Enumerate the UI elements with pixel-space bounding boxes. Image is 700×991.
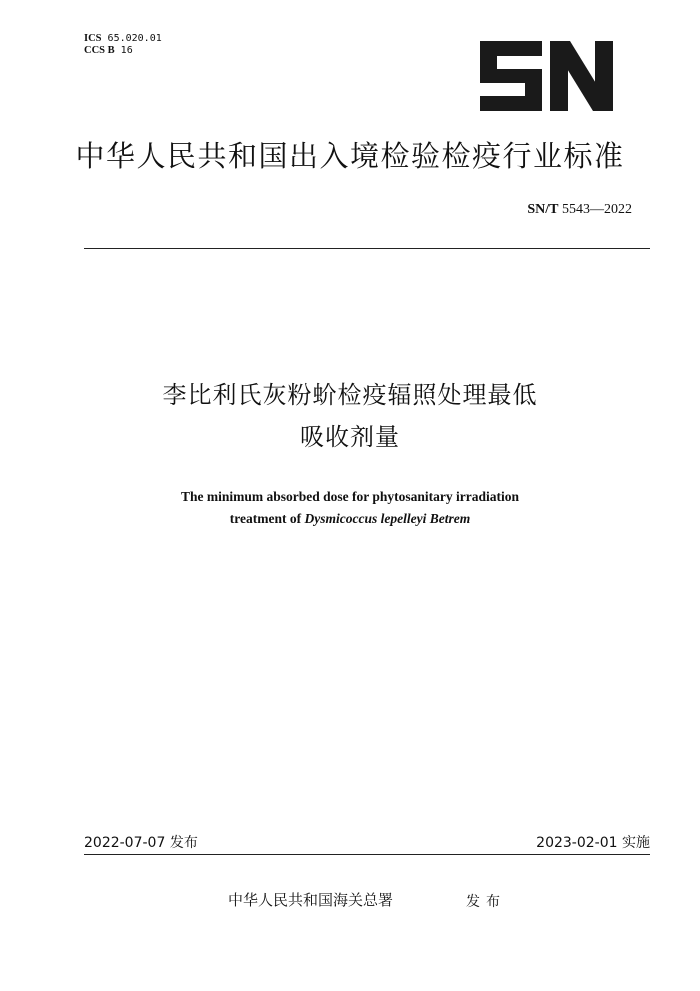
sn-logo-graphic (478, 41, 614, 111)
chinese-title-line2: 吸收剂量 (300, 423, 400, 451)
standard-number-prefix: SN/T (527, 202, 559, 217)
sn-logo (478, 41, 614, 111)
classification-codes (84, 33, 162, 57)
publish-label: 发布 (466, 894, 506, 910)
standard-number (527, 202, 632, 218)
chinese-title-line1: 李比利氏灰粉蚧检疫辐照处理最低 (162, 381, 538, 409)
implementation-date-label: 实施 (622, 835, 650, 851)
logo-s-bottom (480, 96, 542, 111)
implementation-date (536, 832, 650, 852)
ics-label: ICS (84, 33, 102, 44)
issue-date-value: 2022-07-07 (84, 835, 166, 851)
implementation-date-value: 2023-02-01 (536, 835, 618, 851)
ics-code (84, 33, 162, 45)
issue-date-label: 发布 (169, 835, 198, 851)
english-title-line2 (0, 508, 700, 530)
standard-number-value: 5543—2022 (562, 202, 632, 217)
english-title (0, 486, 700, 530)
species-name: Dysmicoccus lepelleyi Betrem (304, 511, 471, 526)
ccs-value: 16 (120, 45, 133, 56)
header-divider (84, 248, 650, 249)
chinese-title (0, 374, 700, 458)
ics-value: 65.020.01 (107, 33, 162, 44)
footer-divider (84, 854, 650, 855)
ccs-label: CCS B (84, 45, 115, 56)
issue-date (84, 832, 198, 852)
english-title-line2-prefix: treatment of (229, 511, 305, 526)
english-title-line1: The minimum absorbed dose for phytosanitary irradiation (180, 489, 520, 504)
publisher-name: 中华人民共和国海关总署 (228, 891, 394, 909)
ccs-code (84, 45, 162, 57)
standard-category-title: 中华人民共和国出入境检验检疫行业标准 (75, 139, 625, 173)
